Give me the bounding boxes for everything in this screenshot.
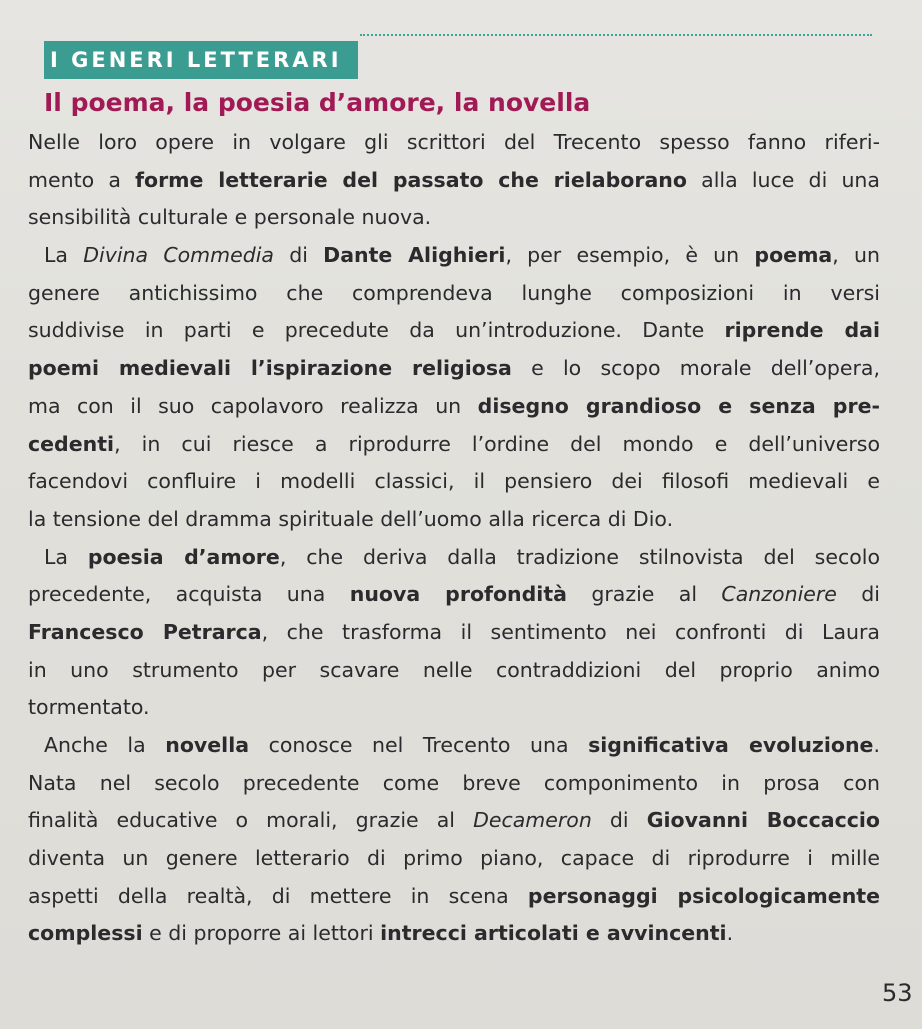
text-line: [28, 501, 880, 539]
text-segment: precedente, acquista una: [28, 582, 350, 607]
text-segment: ma con il suo capolavoro realizza un: [28, 393, 478, 418]
text-line: [28, 275, 880, 313]
text-line: [28, 312, 880, 350]
text-segment: , che deriva dalla tradizione stilnovista del secolo: [279, 544, 880, 569]
text-segment: poema: [754, 243, 833, 268]
text-line: [28, 124, 880, 162]
text-line: [28, 576, 880, 614]
text-segment: complessi: [28, 921, 143, 946]
text-segment: significativa evoluzione: [588, 733, 874, 757]
text-line: [28, 840, 880, 878]
text-segment: La: [44, 243, 84, 268]
text-segment: nuova profondità: [349, 582, 567, 607]
text-line: [28, 878, 880, 916]
text-segment: e di proporre ai lettori: [142, 921, 381, 946]
text-line: [28, 614, 880, 652]
text-segment: disegno grandioso e senza pre-: [477, 393, 880, 418]
text-segment: riprende dai: [724, 318, 880, 343]
text-segment: tormentato.: [28, 695, 150, 720]
text-line: [28, 765, 880, 803]
text-segment: mento a: [28, 167, 136, 192]
text-segment: forme letterarie del passato che rielaborano: [135, 167, 687, 192]
text-line: [28, 463, 880, 501]
text-segment: Giovanni Boccaccio: [646, 808, 880, 833]
text-segment: di: [274, 243, 324, 268]
text-segment: Nelle loro opere in volgare gli scrittori del Trecento spesso fanno riferi-: [28, 130, 880, 154]
text-segment: Divina Commedia: [83, 243, 274, 268]
text-segment: La: [44, 544, 88, 569]
text-line: [28, 426, 880, 464]
text-line: [28, 388, 880, 426]
text-segment: di: [591, 808, 647, 833]
text-segment: Dante Alighieri: [323, 243, 506, 268]
text-line: [28, 162, 880, 200]
dotted-divider: [360, 34, 872, 36]
page-title: Il poema, la poesia d’amore, la novella: [44, 88, 591, 117]
text-line: [28, 652, 880, 690]
text-segment: in uno strumento per scavare nelle contraddizioni del proprio animo: [28, 657, 880, 682]
text-segment: cedenti: [28, 431, 115, 456]
text-segment: aspetti della realtà, di mettere in scena: [28, 883, 528, 908]
text-segment: di: [836, 582, 880, 607]
text-line: [28, 689, 880, 727]
text-segment: intrecci articolati e avvincenti: [380, 921, 727, 946]
text-segment: Anche la: [44, 733, 166, 757]
text-segment: novella: [165, 733, 250, 757]
section-label: I GENERI LETTERARI: [50, 48, 342, 72]
text-line: [28, 539, 880, 577]
text-segment: poemi medievali l’ispirazione religiosa: [28, 356, 512, 381]
text-segment: , un: [832, 243, 880, 268]
text-line: [28, 915, 880, 953]
text-segment: , che trasforma il sentimento nei confronti di Laura: [261, 619, 880, 644]
text-line: [28, 802, 880, 840]
text-segment: Nata nel secolo precedente come breve componimento in prosa con: [28, 770, 880, 795]
text-segment: sensibilità culturale e personale nuova.: [28, 205, 432, 230]
text-segment: .: [726, 921, 734, 946]
text-segment: finalità educative o morali, grazie al: [28, 808, 474, 833]
text-segment: e lo scopo morale dell’opera,: [511, 356, 880, 381]
text-line: [28, 237, 880, 275]
text-segment: personaggi psicologicamente: [527, 883, 880, 908]
text-segment: .: [873, 733, 880, 757]
text-segment: Francesco Petrarca: [28, 619, 262, 644]
text-segment: grazie al: [566, 582, 722, 607]
text-segment: la tensione del dramma spirituale dell’uomo alla ricerca di Dio.: [28, 506, 674, 531]
text-segment: alla luce di una: [686, 167, 880, 192]
text-segment: diventa un genere letterario di primo piano, capace di riprodurre i mille: [28, 846, 880, 871]
text-segment: facendovi confluire i modelli classici, il pensiero dei filosofi medievali e: [28, 469, 880, 494]
text-line: [28, 199, 880, 237]
text-segment: , per esempio, è un: [505, 243, 755, 268]
text-segment: conosce nel Trecento una: [249, 733, 589, 757]
body-text: [28, 124, 880, 953]
text-segment: poesia d’amore: [87, 544, 280, 569]
text-segment: , in cui riesce a riprodurre l’ordine del mondo e dell’universo: [114, 431, 880, 456]
text-segment: genere antichissimo che comprendeva lunghe composizioni in versi: [28, 280, 880, 305]
text-line: [28, 727, 880, 765]
text-line: [28, 350, 880, 388]
text-segment: Decameron: [473, 808, 592, 833]
text-segment: Canzoniere: [721, 582, 837, 607]
text-segment: suddivise in parti e precedute da un’introduzione. Dante: [28, 318, 725, 343]
page-number: 53: [882, 979, 913, 1007]
